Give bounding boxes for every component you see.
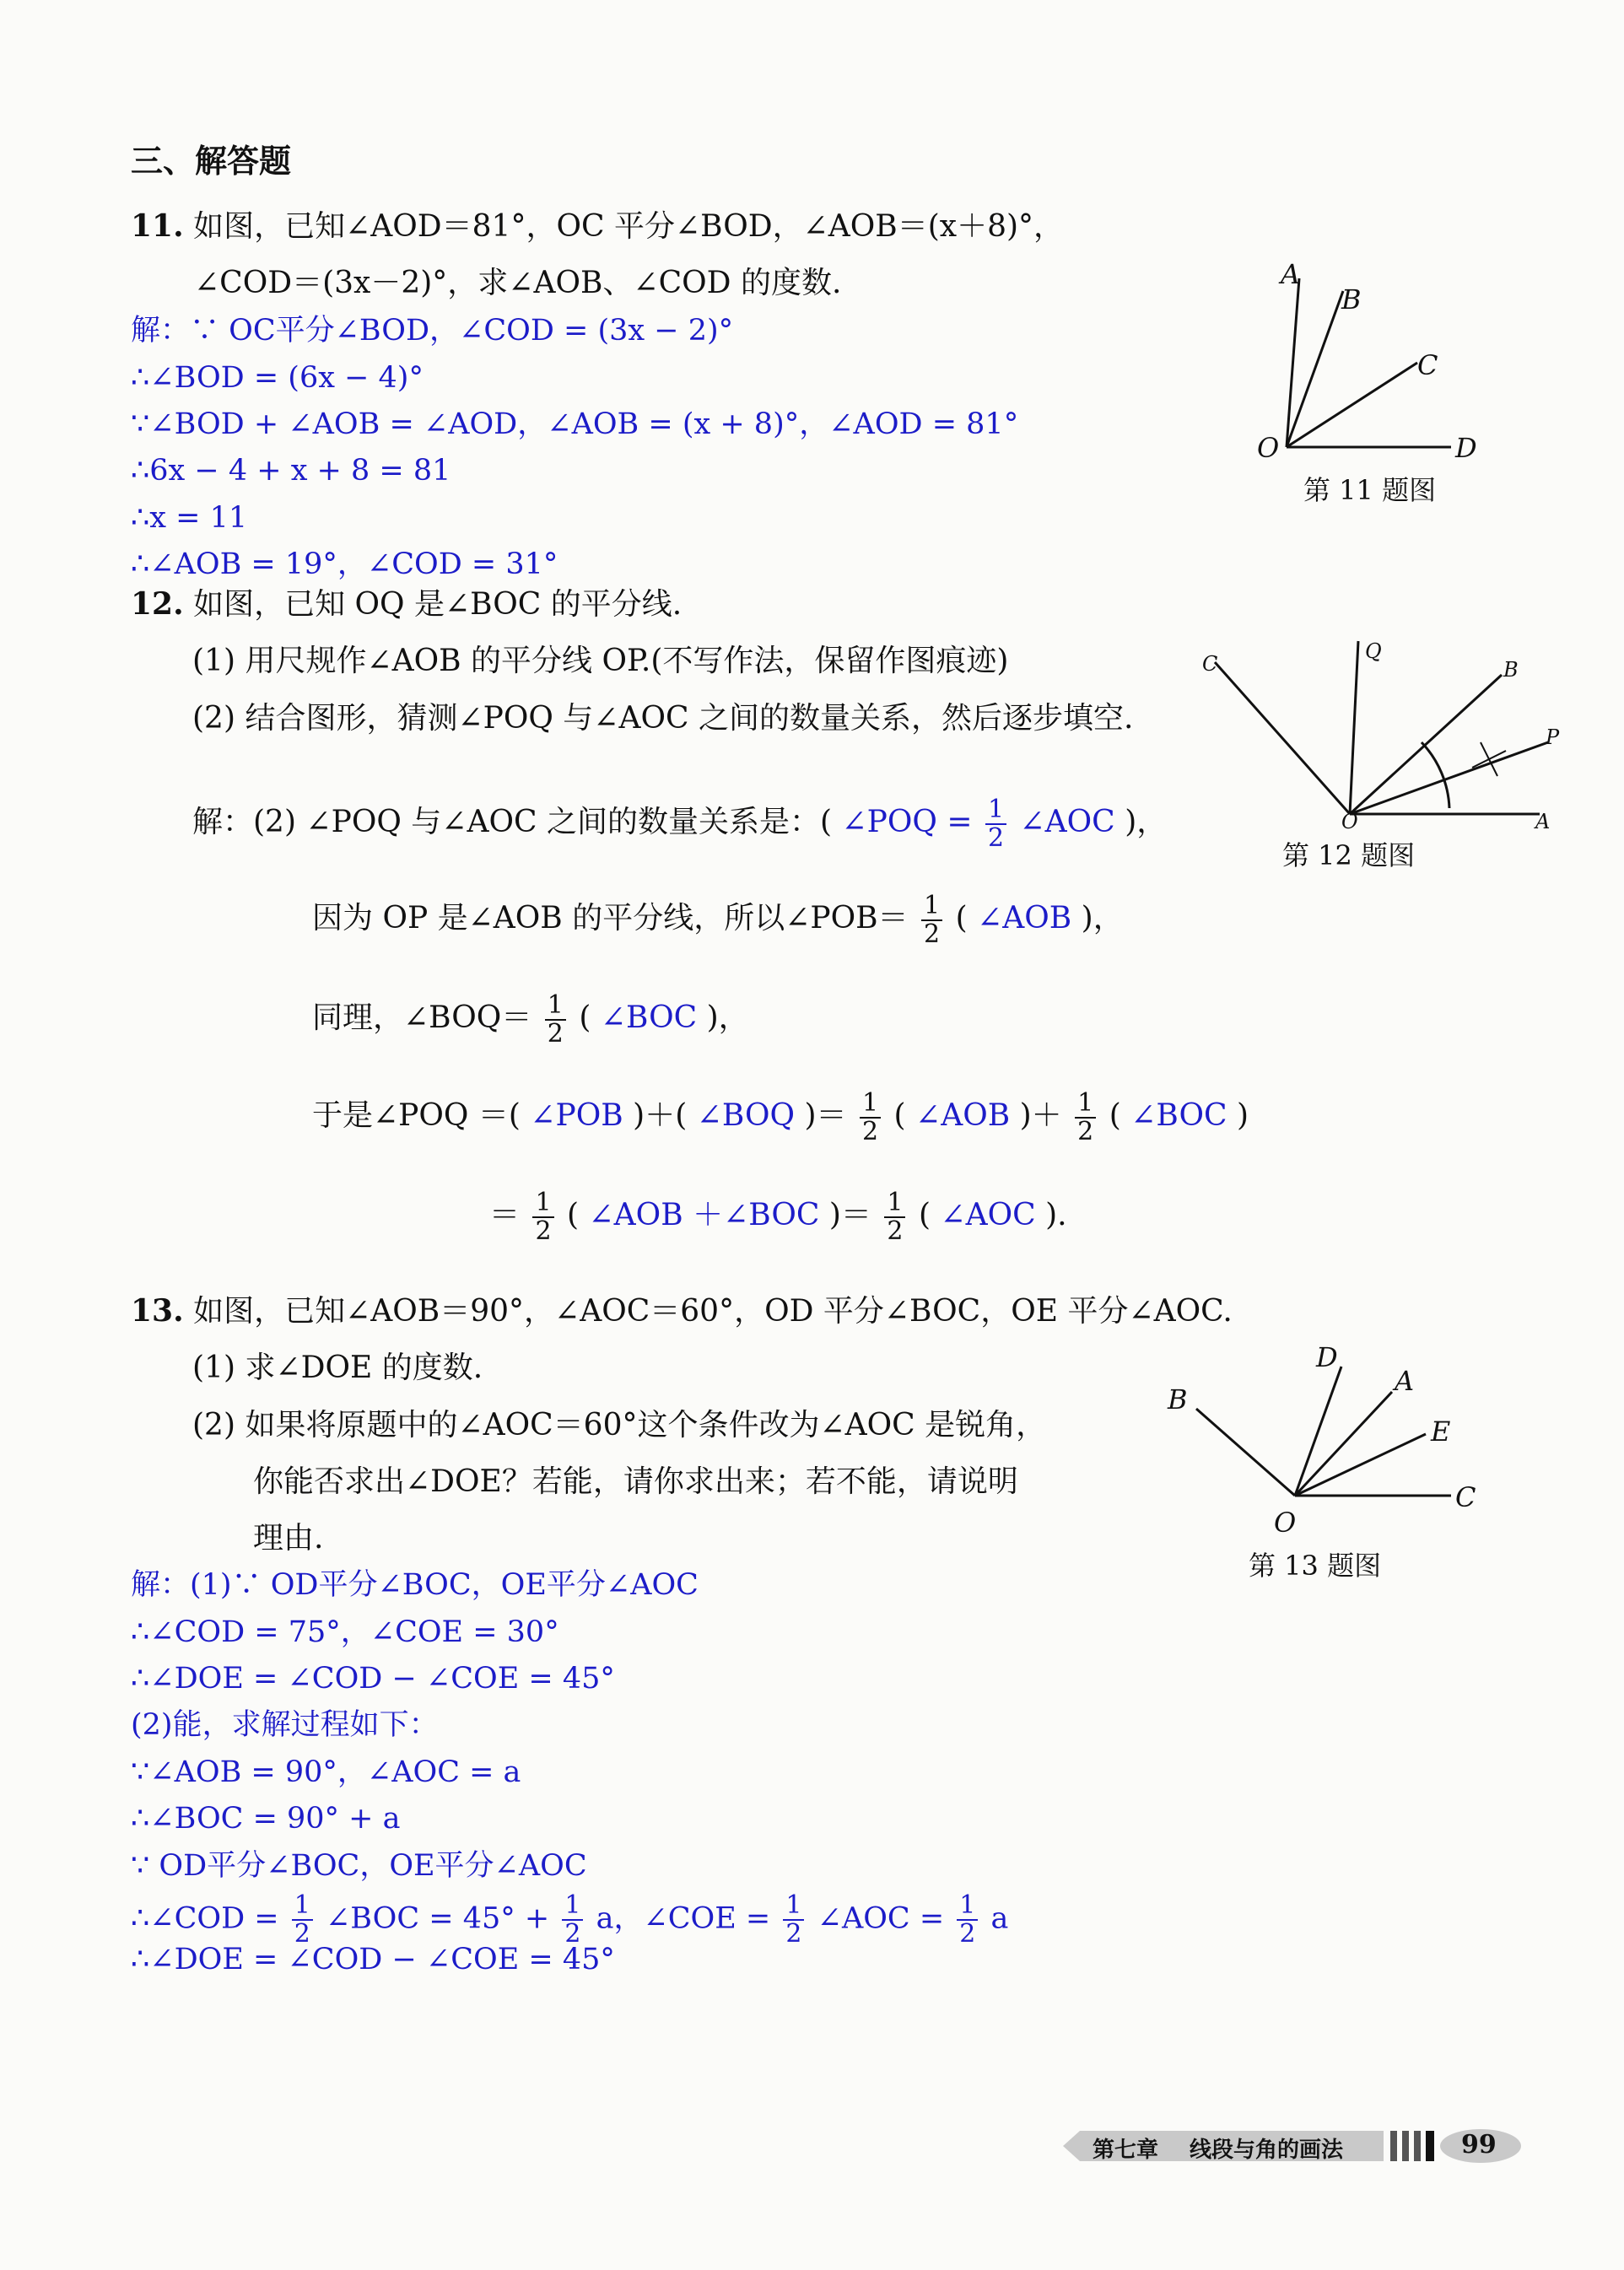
close-paren: )， (1081, 901, 1124, 935)
sol-suffix: )， (1125, 805, 1168, 839)
q12-line1 (131, 584, 682, 625)
blank-aob: ∠AOB (915, 1098, 1011, 1133)
q13-answer-line: ∵ OD平分∠BOC，OE平分∠AOC (131, 1849, 587, 1883)
q13-line1 (131, 1291, 1233, 1332)
q12-step1 (312, 892, 1124, 948)
fraction-half (957, 1892, 978, 1948)
ans8-a: ∴∠COD = (131, 1901, 279, 1936)
q11-answer-line: 解：∵ OC平分∠BOD，∠COD = (3x − 2)° (131, 314, 734, 348)
open-paren: ( (918, 1198, 931, 1232)
step4-eq: )＝ (828, 1198, 871, 1232)
q11-line2: ∠COD＝(3x－2)°，求∠AOB、∠COD 的度数. (194, 266, 842, 300)
q11-line1 (131, 206, 1064, 247)
q11-answer-line: ∴6x − 4 + x + 8 = 81 (131, 454, 451, 488)
q13-part2b: 你能否求出∠DOE？若能，请你求出来；若不能，请说明 (253, 1464, 1018, 1499)
step3-eq: )＝ (804, 1098, 847, 1133)
fraction-half (884, 1189, 905, 1245)
q13-answer-line: ∴∠DOE = ∠COD − ∠COE = 45° (131, 1943, 615, 1976)
fraction-half (545, 992, 566, 1048)
q13-answer-line: ∴∠BOC = 90° + a (131, 1802, 401, 1836)
ans8-d: ∠AOC = (817, 1901, 945, 1936)
frac-num: 1 (783, 1892, 804, 1921)
sol-answer-left: ∠POQ = (841, 805, 973, 839)
open-paren: ( (893, 1098, 906, 1133)
frac-den: 2 (862, 1117, 879, 1146)
frac-num: 1 (860, 1090, 881, 1119)
open-paren: ( (567, 1198, 580, 1232)
q13-caption: 第 13 题图 (1249, 1550, 1382, 1582)
q12-text1: 如图，已知 OQ 是∠BOC 的平分线. (193, 587, 683, 622)
blank-boc: ∠BOC (1130, 1098, 1227, 1133)
frac-num: 1 (562, 1892, 583, 1921)
label-a: A (1535, 810, 1551, 833)
label-b: B (1341, 283, 1362, 315)
step3-mid: )＋( (633, 1098, 688, 1133)
label-o: O (1257, 432, 1280, 464)
open-paren: ( (579, 1000, 591, 1035)
ray-oa (1295, 1392, 1392, 1496)
q13-answer-line: 解：(1)∵ OD平分∠BOC，OE平分∠AOC (131, 1568, 699, 1602)
q12-part2: (2) 结合图形，猜测∠POQ 与∠AOC 之间的数量关系，然后逐步填空. (192, 701, 1134, 736)
q11-number: 11. (131, 208, 184, 244)
label-o: O (1274, 1507, 1297, 1539)
step2-prefix: 同理，∠BOQ＝ (312, 1000, 532, 1035)
label-q: Q (1365, 639, 1382, 663)
q13-answer-line: ∴∠DOE = ∠COD − ∠COE = 45° (131, 1662, 615, 1696)
ray-ob (1350, 675, 1502, 814)
q11-answer-line: ∵∠BOD + ∠AOB = ∠AOD，∠AOB = (x + 8)°，∠AOD = 81° (131, 407, 1019, 441)
q13-text1: 如图，已知∠AOB＝90°，∠AOC＝60°，OD 平分∠BOC，OE 平分∠AOC. (193, 1294, 1233, 1329)
step3-prefix: 于是∠POQ ＝( (312, 1098, 521, 1133)
frac-den: 2 (785, 1919, 802, 1949)
q13-part1: (1) 求∠DOE 的度数. (192, 1351, 483, 1385)
q11-answer-line: ∴∠BOD = (6x − 4)° (131, 361, 424, 395)
fraction-half (985, 796, 1006, 852)
label-d: D (1455, 432, 1477, 464)
q13-figure (1164, 1341, 1502, 1594)
frac-den: 2 (924, 919, 941, 949)
frac-den: 2 (547, 1019, 564, 1049)
blank-pob: ∠POB (530, 1098, 623, 1133)
frac-num: 1 (292, 1892, 313, 1921)
frac-den: 2 (535, 1216, 552, 1246)
q12-step2 (312, 992, 749, 1048)
page-footer (1055, 2126, 1527, 2166)
footer-chapter: 第七章 (1093, 2138, 1159, 2163)
blank-aoc: ∠AOC (940, 1198, 1036, 1232)
frac-den: 2 (294, 1919, 310, 1949)
ray-ob (1287, 291, 1343, 447)
q12-step4 (489, 1189, 1067, 1245)
label-d: D (1316, 1341, 1338, 1373)
section-title: 三、解答题 (131, 143, 292, 180)
blank-aob: ∠AOB (977, 901, 1072, 935)
frac-num: 1 (884, 1189, 905, 1218)
fraction-half (532, 1189, 553, 1245)
q13-number: 13. (131, 1293, 184, 1329)
sol-prefix: 解：(2) ∠POQ 与∠AOC 之间的数量关系是：( (192, 805, 833, 839)
frac-num: 1 (1075, 1090, 1096, 1119)
frac-num: 1 (545, 992, 566, 1021)
close-paren: )， (706, 1000, 749, 1035)
close-paren: ) (1237, 1098, 1249, 1133)
ray-ob (1196, 1409, 1295, 1496)
q12-caption: 第 12 题图 (1282, 839, 1416, 871)
q12-part1: (1) 用尺规作∠AOB 的平分线 OP.(不写作法，保留作图痕迹) (192, 644, 1009, 678)
step4-prefix: ＝ (489, 1198, 521, 1232)
ans8-b: ∠BOC = 45° + (325, 1901, 550, 1936)
q12-number: 12. (131, 586, 184, 622)
step1-prefix: 因为 OP 是∠AOB 的平分线，所以∠POB＝ (312, 901, 909, 935)
q13-answer-line: ∴∠COD = 75°，∠COE = 30° (131, 1615, 559, 1649)
q11-text1: 如图，已知∠AOD＝81°，OC 平分∠BOD，∠AOB＝(x＋8)°， (193, 209, 1065, 244)
q13-part2c: 理由. (253, 1521, 324, 1556)
label-e: E (1431, 1415, 1451, 1448)
frac-den: 2 (564, 1919, 581, 1949)
label-c: C (1455, 1481, 1476, 1513)
blank-sum: ∠AOB ＋∠BOC (588, 1198, 820, 1232)
label-c: C (1202, 652, 1218, 676)
sol-answer-right: ∠AOC (1019, 805, 1115, 839)
fraction-half (1075, 1090, 1096, 1146)
blank-boq: ∠BOQ (696, 1098, 796, 1133)
label-o: O (1341, 810, 1358, 833)
q13-answer-line: ∵∠AOB = 90°，∠AOC = a (131, 1755, 521, 1789)
label-c: C (1417, 349, 1438, 381)
open-paren: ( (1109, 1098, 1121, 1133)
q11-figure (1249, 253, 1502, 523)
q11-caption: 第 11 题图 (1303, 474, 1437, 506)
frac-den: 2 (987, 823, 1005, 853)
label-p: P (1546, 725, 1560, 749)
label-a: A (1281, 258, 1301, 290)
step3-plus: )＋ (1019, 1098, 1062, 1133)
frac-den: 2 (1077, 1117, 1094, 1146)
q11-answer-line: ∴x = 11 (131, 501, 248, 535)
ans8-e: a (990, 1901, 1009, 1936)
ans8-c: a，∠COE = (596, 1901, 771, 1936)
q12-step3 (312, 1090, 1249, 1146)
label-b: B (1168, 1383, 1188, 1415)
ray-oq (1350, 641, 1358, 814)
frac-num: 1 (957, 1892, 978, 1921)
fraction-half (783, 1892, 804, 1948)
fraction-half (860, 1090, 881, 1146)
q13-part2a: (2) 如果将原题中的∠AOC＝60°这个条件改为∠AOC 是锐角， (192, 1408, 1047, 1442)
frac-num: 1 (921, 892, 942, 921)
q12-solution-line (192, 796, 1167, 852)
blank-boc: ∠BOC (600, 1000, 698, 1035)
fraction-half (921, 892, 942, 948)
open-paren: ( (955, 901, 968, 935)
label-a: A (1395, 1365, 1415, 1397)
frac-den: 2 (887, 1216, 904, 1246)
frac-den: 2 (959, 1919, 976, 1949)
frac-num: 1 (532, 1189, 553, 1218)
close-paren: ). (1045, 1198, 1067, 1232)
q11-answer-line: ∴∠AOB = 19°，∠COD = 31° (131, 547, 558, 581)
ray-oc (1215, 662, 1350, 814)
ray-oc (1287, 363, 1417, 447)
q13-answer-line: (2)能，求解过程如下： (131, 1708, 439, 1742)
footer-title: 线段与角的画法 (1190, 2138, 1344, 2163)
page-number: 99 (1461, 2130, 1497, 2159)
q12-figure (1198, 624, 1569, 886)
ray-oa (1287, 278, 1299, 447)
label-b: B (1503, 658, 1519, 682)
construction-arc (1422, 742, 1449, 808)
frac-num: 1 (985, 796, 1006, 825)
